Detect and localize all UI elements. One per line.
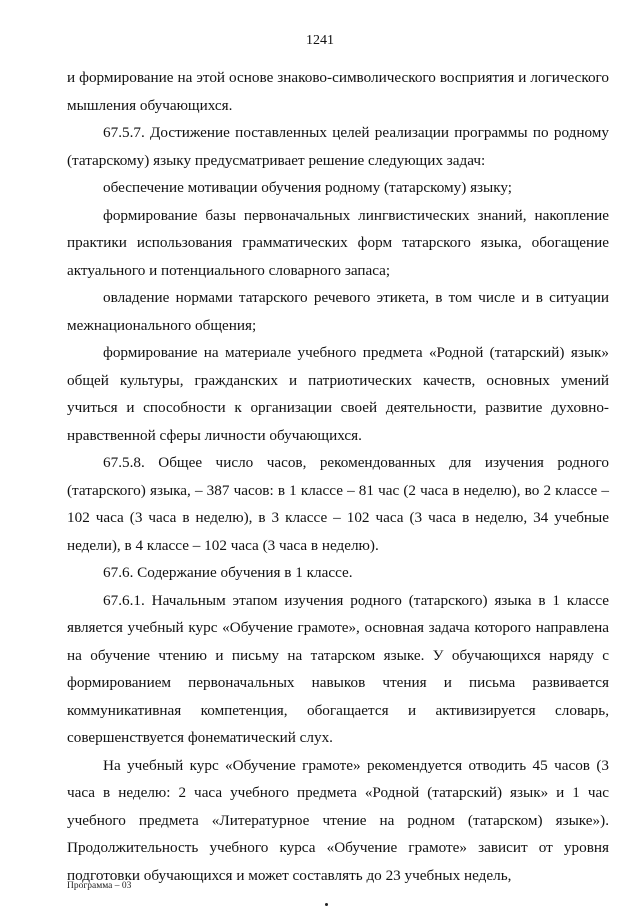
paragraph-67-5-7: 67.5.7. Достижение поставленных целей реализации программы по родному (татарскому) языку предусматривает решение следующих задач: — [67, 124, 609, 169]
footer-program-label: Программа – 03 — [67, 881, 132, 891]
paragraph-67-6-heading: 67.6. Содержание обучения в 1 классе. — [103, 564, 353, 581]
paragraph-literacy-course-hours: На учебный курс «Обучение грамоте» рекомендуется отводить 45 часов (3 часа в неделю: 2 часа учебного предмета «Родной (татарский) язык» и 1 час учебного предмета «Литературное чтение на родном (татарском) языке»). Продолжительность учебного курса «Обучение грамоте» зависит от уровня подготовки обучающихся и может составлять до 23 учебных недель, — [67, 756, 609, 884]
paragraph-67-6-1: 67.6.1. Начальным этапом изучения родного (татарского) языка в 1 классе является учебный курс «Обучение грамоте», основная задача которого направлена на обучение чтению и письму на татарском языке. У обучающихся наряду с формированием первоначальных навыков чтения и письма развивается коммуникативная компетенция, обогащается и активизируется словарь, совершенствуется фонематический слух. — [67, 591, 609, 746]
body-text — [67, 64, 609, 889]
paragraph-task-motivation: обеспечение мотивации обучения родному (татарскому) языку; — [103, 179, 513, 196]
paragraph-task-speech-etiquette: овладение нормами татарского речевого этикета, в том числе и в ситуации межнационального общения; — [67, 289, 609, 334]
paragraph-task-linguistic-base: формирование базы первоначальных лингвистических знаний, накопление практики использования грамматических форм татарского языка, обогащение актуального и потенциального словарного запаса; — [67, 206, 609, 279]
paragraph-67-5-8: 67.5.8. Общее число часов, рекомендованных для изучения родного (татарского) языка, – 387 часов: в 1 классе – 81 час (2 часа в неделю), во 2 классе – 102 часа (3 часа в неделю), в 3 классе – 102 часа (3 часа в неделю, 34 учебные недели), в 4 классе – 102 часа (3 часа в неделю). — [67, 454, 609, 554]
paragraph-task-general-culture: формирование на материале учебного предмета «Родной (татарский) язык» общей культуры, гражданских и патриотических качеств, основных умений учиться и способности к организации своей деятельности, развитие духовно-нравственной сферы личности обучающихся. — [67, 344, 609, 444]
paragraph-continuation: и формирование на этой основе знаково-символического восприятия и логического мышления обучающихся. — [67, 69, 609, 114]
scan-artifact-dot — [325, 903, 328, 906]
page-number: 1241 — [306, 33, 334, 48]
